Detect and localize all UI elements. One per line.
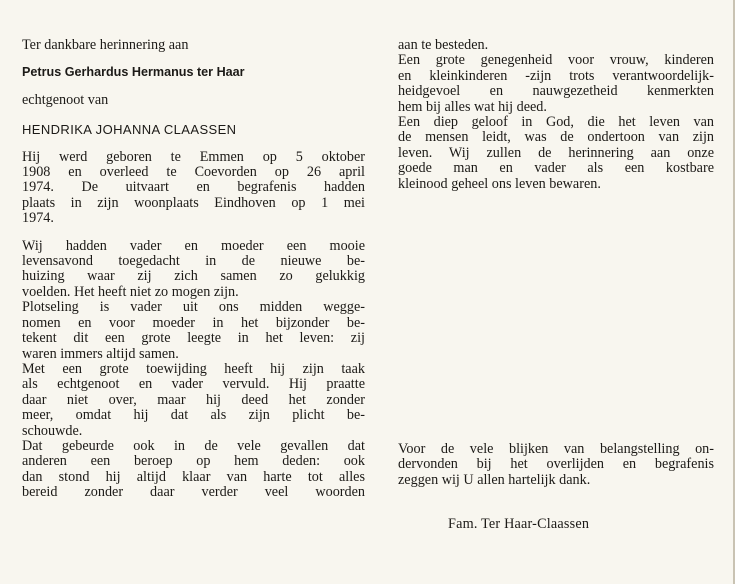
- text-line: bereid zonder daar verder veel woorden: [22, 484, 365, 501]
- text-line: Plotseling is vader uit ons midden wegge-: [22, 299, 365, 316]
- text-line: Een diep geloof in God, die het leven van: [398, 114, 714, 131]
- text-line: voelden. Het heeft niet zo mogen zijn.: [22, 283, 239, 300]
- text-line: en kleinkinderen -zijn trots verantwoordelijk-: [398, 67, 714, 84]
- text-line: waren immers altijd samen.: [22, 345, 179, 362]
- text-line: 1908 en overleed te Coevorden op 26 april: [22, 164, 365, 181]
- thanks-note: [398, 442, 714, 488]
- text-line: tekent dit een grote leegte in het leven: zij: [22, 330, 365, 347]
- text-line: Met een grote toewijding heeft hij zijn taak: [22, 360, 365, 377]
- text-line: Een grote genegenheid voor vrouw, kinderen: [398, 52, 714, 69]
- deceased-name: Petrus Gerhardus Hermanus ter Haar: [22, 65, 245, 80]
- paragraph-helpfulness: [22, 439, 365, 501]
- text-line: levensavond toegedacht in de nieuwe be-: [22, 253, 365, 270]
- text-line: als echtgenoot en vader vervuld. Hij praatte: [22, 376, 365, 393]
- text-line: Hij werd geboren te Emmen op 5 oktober: [22, 148, 365, 165]
- text-line: goede man en vader als een kostbare: [398, 160, 714, 177]
- paragraph-evening-of-life: [22, 239, 365, 301]
- text-line: leven. Wij zullen de herinnering aan onze: [398, 144, 714, 161]
- text-line: schouwde.: [22, 422, 83, 439]
- family-signature: Fam. Ter Haar-Claassen: [448, 516, 590, 532]
- text-line: zeggen wij U allen hartelijk dank.: [398, 471, 591, 488]
- text-line: nomen en voor moeder in het bijzonder be-: [22, 314, 365, 331]
- text-line: anderen een beroep op hem deden: ook: [22, 453, 365, 470]
- text-line: dan stond hij altijd klaar van harte tot alles: [22, 468, 365, 485]
- intro-text: Ter dankbare herinnering aan: [22, 37, 189, 53]
- text-line: Voor de vele blijken van belangstelling on-: [398, 441, 714, 457]
- text-line: Wij hadden vader en moeder een mooie: [22, 237, 365, 254]
- text-line: heidgevoel en nauwgezetheid kenmerkten: [398, 83, 714, 100]
- text-line: huizing waar zij zich samen zo gelukkig: [22, 268, 365, 285]
- text-line: meer, omdat hij dat als zijn plicht be-: [22, 407, 365, 424]
- text-line: dervonden bij het overlijden en begrafenis: [398, 456, 714, 473]
- left-column: [22, 38, 365, 501]
- text-line: hem bij alles wat hij deed.: [398, 98, 547, 115]
- text-line: aan te besteden.: [398, 37, 489, 53]
- text-line: plaats in zijn woonplaats Eindhoven op 1 mei: [22, 194, 365, 211]
- spouse-label: echtgenoot van: [22, 91, 109, 108]
- paragraph-birth-death: [22, 150, 365, 227]
- text-line: Dat gebeurde ook in de vele gevallen dat: [22, 437, 365, 454]
- text-line: 1974.: [22, 210, 54, 227]
- text-line: kleinood geheel ons leven bewaren.: [398, 175, 601, 192]
- paragraph-devotion: [22, 362, 365, 439]
- text-line: 1974. De uitvaart en begrafenis hadden: [22, 179, 365, 196]
- right-column: [398, 38, 714, 192]
- paragraph-sudden-loss: [22, 300, 365, 362]
- paragraph-affection: [398, 53, 714, 115]
- text-line: de mensen leidt, was de ondertoon van zijn: [398, 129, 714, 146]
- spouse-name: HENDRIKA JOHANNA CLAASSEN: [22, 122, 237, 138]
- text-line: daar niet over, maar hij deed het zonder: [22, 391, 365, 408]
- paragraph-faith: [398, 115, 714, 192]
